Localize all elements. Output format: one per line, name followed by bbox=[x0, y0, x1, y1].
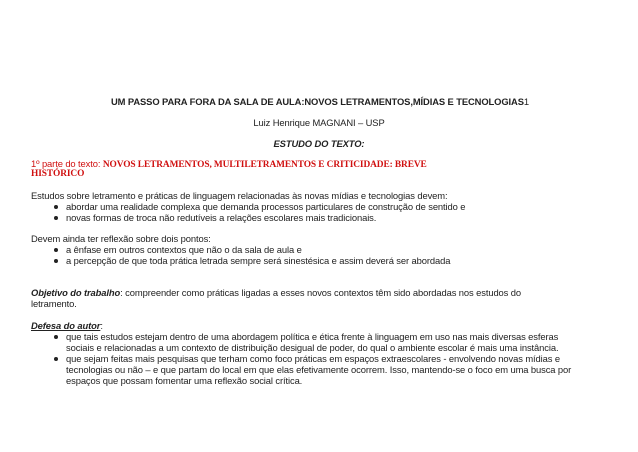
study-heading-text: ESTUDO DO TEXTO: bbox=[273, 138, 365, 149]
reflection-item-1: a ênfase em outros contextos que não o da sala de aula e bbox=[66, 244, 302, 255]
bullet-icon bbox=[54, 205, 58, 209]
author-line bbox=[0, 117, 638, 128]
defense-item-2-line2: tecnologias ou não – e que partam do local em que elas efetivamente ocorrem. Isso, mantendo-se o foco em uma busca por bbox=[66, 364, 572, 375]
bullet-icon bbox=[54, 335, 58, 339]
study-heading bbox=[0, 138, 638, 149]
bullet-icon bbox=[54, 259, 58, 263]
document-title-text: UM PASSO PARA FORA DA SALA DE AULA:NOVOS LETRAMENTOS,MÍDIAS E TECNOLOGIAS bbox=[111, 96, 524, 107]
part1-title-line1: NOVOS LETRAMENTOS, MULTILETRAMENTOS E CRITICIDADE: BREVE bbox=[102, 160, 427, 170]
part1-heading bbox=[31, 158, 427, 171]
bullet-icon bbox=[54, 357, 58, 361]
part1-title-line2: HISTÓRICO bbox=[31, 169, 85, 179]
objective-line2: letramento. bbox=[31, 298, 77, 309]
defense-colon: : bbox=[100, 320, 103, 331]
footnote-mark: 1 bbox=[523, 96, 529, 107]
document-title bbox=[111, 96, 529, 107]
defense-item-2-line3: espaços que possam fomentar uma reflexão social crítica. bbox=[66, 375, 303, 386]
bullet-icon bbox=[54, 248, 58, 252]
objective-line1 bbox=[31, 287, 521, 298]
studies-intro: Estudos sobre letramento e práticas de linguagem relacionadas às novas mídias e tecnologias devem: bbox=[31, 190, 448, 201]
part1-label: 1º parte do texto: bbox=[31, 158, 103, 169]
author-name: Luiz Henrique MAGNANI – USP bbox=[253, 117, 385, 128]
reflection-intro: Devem ainda ter reflexão sobre dois pontos: bbox=[31, 233, 211, 244]
defense-item-2-line1: que sejam feitas mais pesquisas que terham como foco práticas em espaços extraescolares - envolvendo novas mídias e bbox=[66, 353, 560, 364]
defense-item-1-line1: que tais estudos estejam dentro de uma abordagem política e ética frente à linguagem em uso nas mais diversas esferas bbox=[66, 331, 559, 342]
objective-text: : compreender como práticas ligadas a esses novos contextos têm sido abordadas nos estudos do bbox=[120, 287, 521, 298]
bullet-icon bbox=[54, 216, 58, 220]
defense-item-1-line2: sociais e relacionadas a um contexto de distribuição desigual de poder, do qual o ambiente escolar é mais uma instância. bbox=[66, 342, 559, 353]
reflection-item-2: a percepção de que toda prática letrada sempre será sinestésica e assim deverá ser abordada bbox=[66, 255, 451, 266]
studies-item-2: novas formas de troca não redutíveis a relações escolares mais tradicionais. bbox=[66, 212, 377, 223]
defense-heading bbox=[31, 320, 103, 331]
studies-item-1: abordar uma realidade complexa que demanda processos particulares de construção de sentido e bbox=[66, 201, 466, 212]
defense-label: Defesa do autor bbox=[31, 320, 101, 331]
objective-label: Objetivo do trabalho bbox=[31, 287, 121, 298]
